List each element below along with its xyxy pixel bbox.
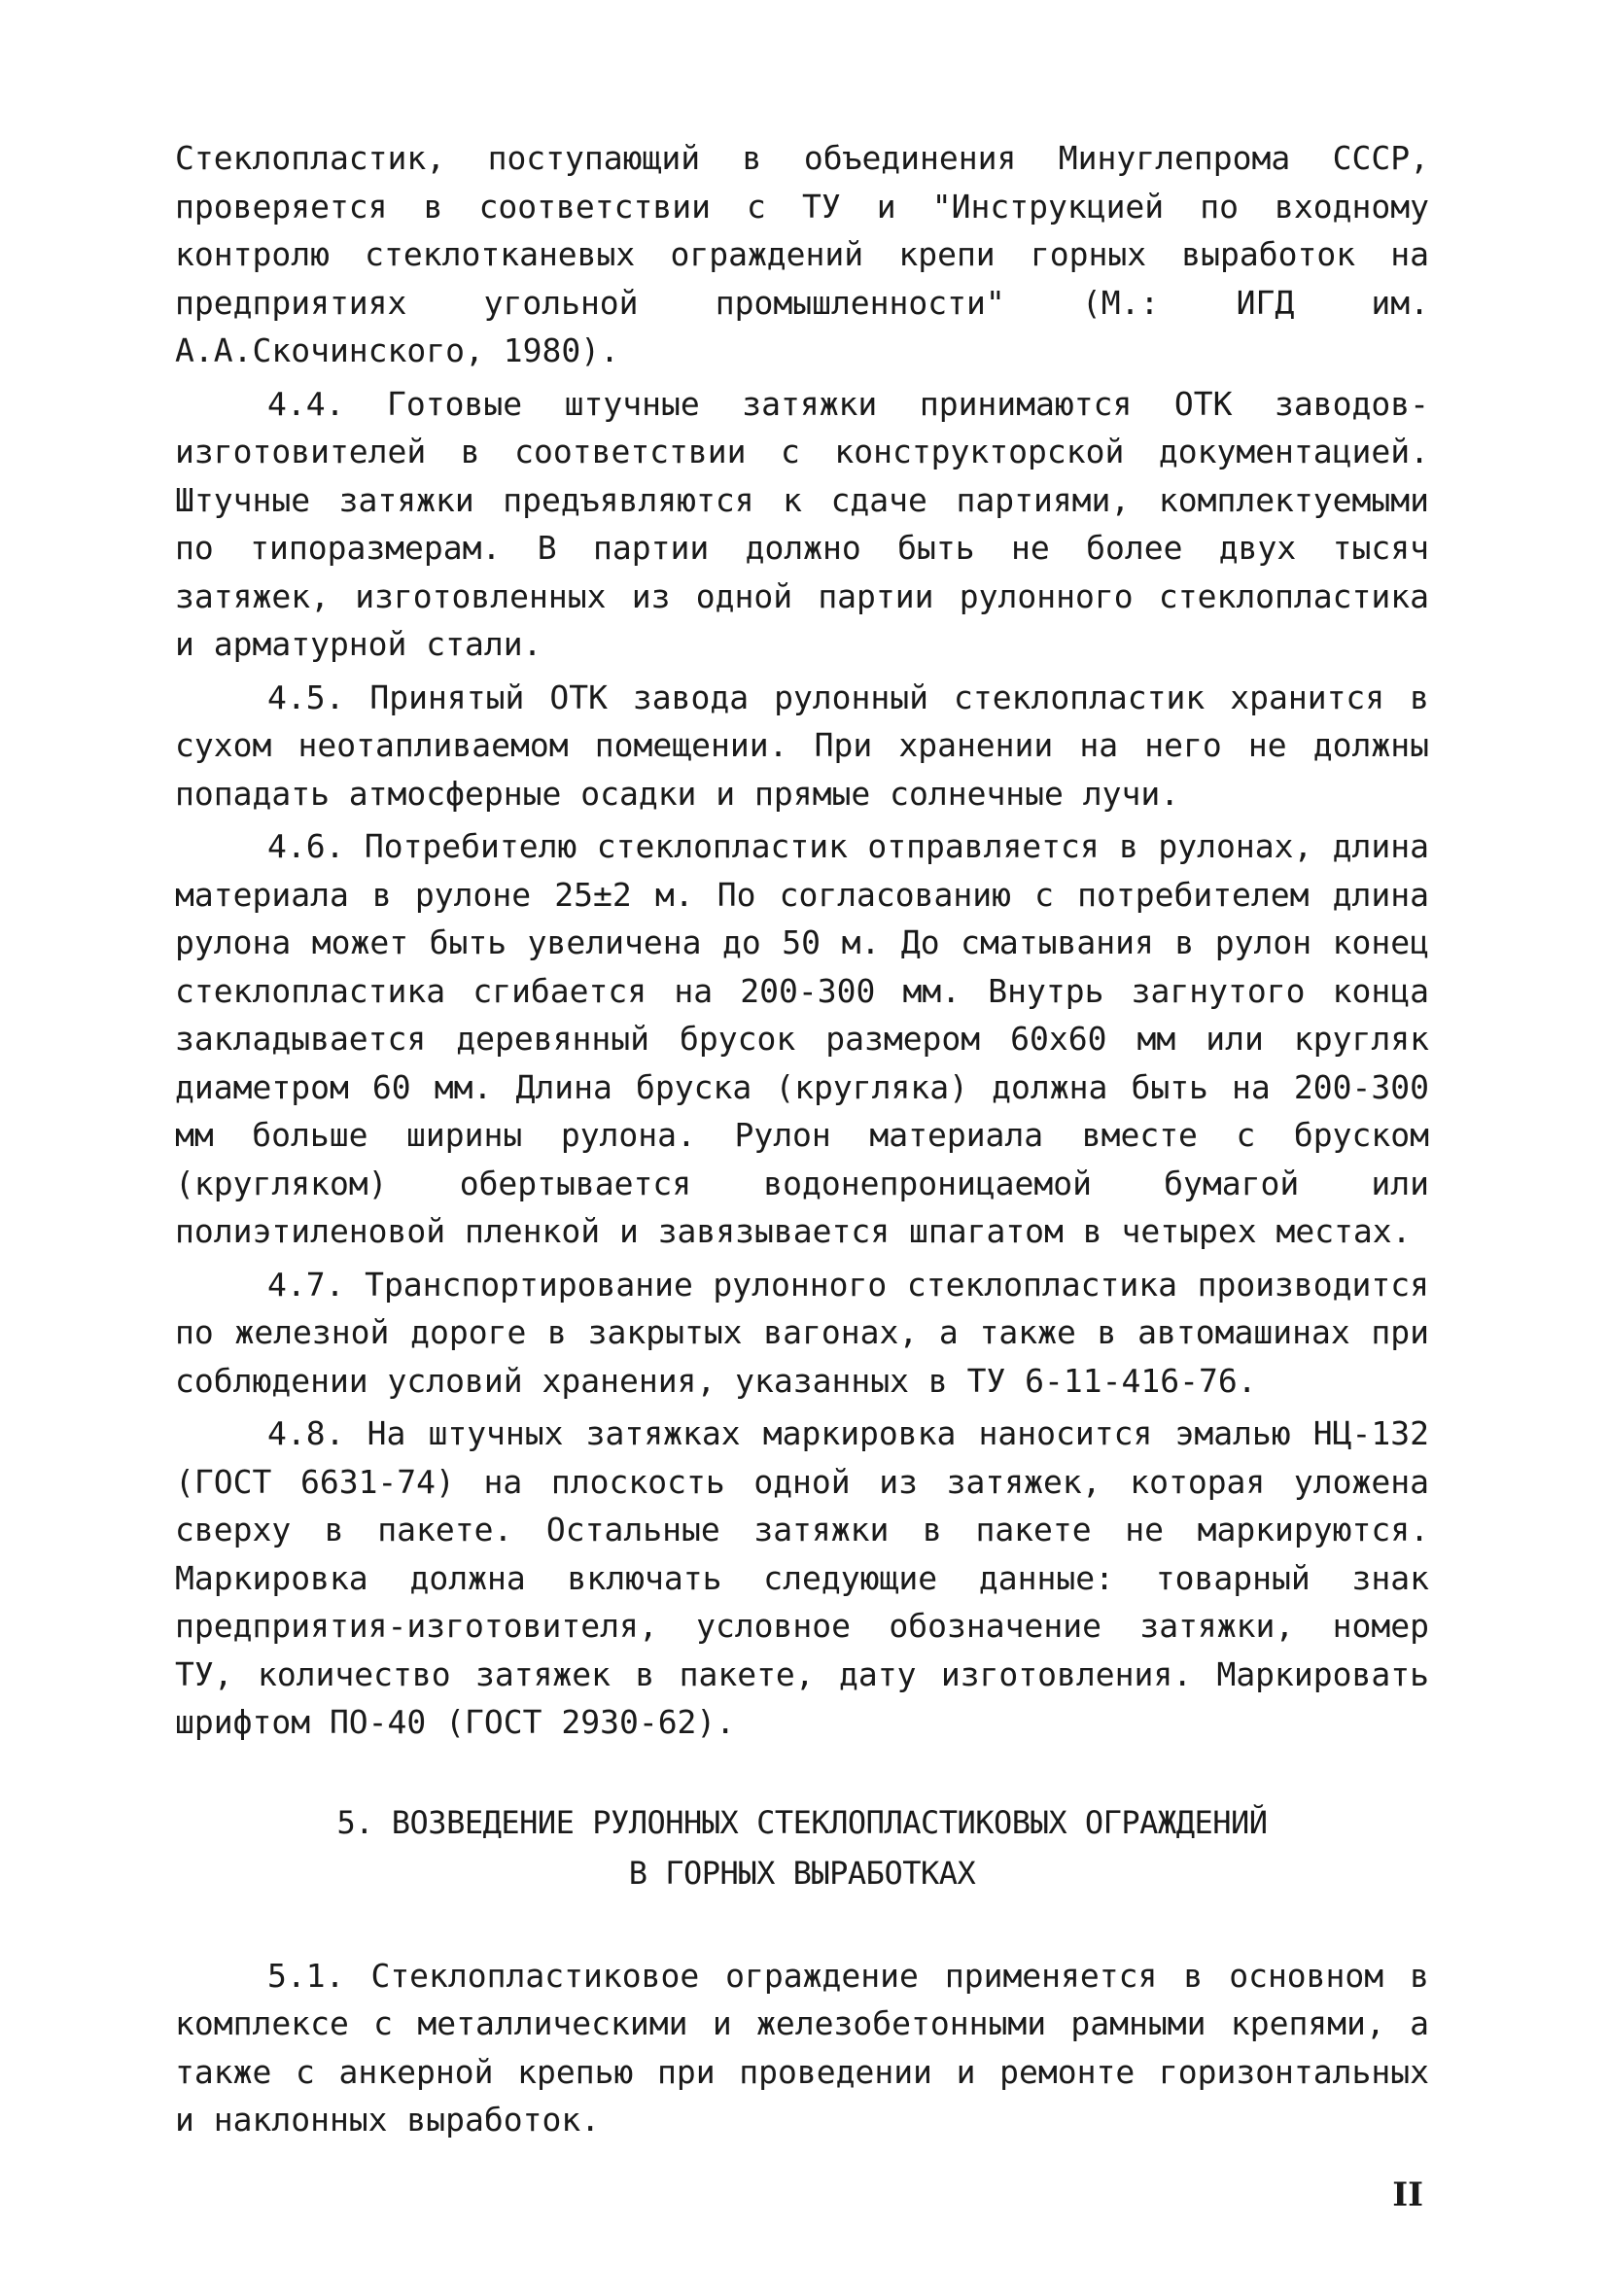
document-page bbox=[175, 134, 1429, 2149]
section-heading-line-2: В ГОРНЫХ ВЫРАБОТКАХ bbox=[628, 1854, 976, 1892]
paragraph-4-7: 4.7. Транспортирование рулонного стеклопластика производится по железной дороге в закрытых вагонах, а также в автомашинах при соблюдении условий хранения, указанных в ТУ 6-11-416-76. bbox=[175, 1265, 1429, 1400]
paragraph-4-8: 4.8. На штучных затяжках маркировка наносится эмалью НЦ-132 (ГОСТ 6631-74) на плоскость одной из затяжек, которая уложена сверху в пакете. Остальные затяжки в пакете не маркируются. Маркировка должна включать следующие данные: товарный знак предприятия-изготовителя, условное обозначение затяжки, номер ТУ, количество затяжек в пакете, дату изготовления. Маркировать шрифтом ПО-40 (ГОСТ 2930-62). bbox=[175, 1414, 1429, 1741]
paragraph-4-5: 4.5. Принятый ОТК завода рулонный стеклопластик хранится в сухом неотапливаемом помещении. При хранении на него не должны попадать атмосферные осадки и прямые солнечные лучи. bbox=[175, 678, 1429, 813]
paragraph-4-6: 4.6. Потребителю стеклопластик отправляется в рулонах, длина материала в рулоне 25±2 м. По согласованию с потребителем длина рулона может быть увеличена до 50 м. До сматывания в рулон конец стеклопластика сгибается на 200-300 мм. Внутрь загнутого конца закладывается деревянный брусок размером 60х60 мм или кругляк диаметром 60 мм. Длина бруска (кругляка) должна быть на 200-300 мм больше ширины рулона. Рулон материала вместе с бруском (кругляком) обертывается водонепроницаемой бумагой или полиэтиленовой пленкой и завязывается шпагатом в четырех местах. bbox=[175, 827, 1429, 1250]
paragraph-5-1: 5.1. Стеклопластиковое ограждение применяется в основном в комплексе с металлическими и железобетонными рамными крепями, а также с анкерной крепью при проведении и ремонте горизонтальных и наклонных выработок. bbox=[175, 1956, 1429, 2139]
section-heading bbox=[175, 1797, 1429, 1898]
paragraph-intro: Стеклопластик, поступающий в объединения Минуглепрома СССР, проверяется в соответствии с ТУ и "Инструкцией по входному контролю стеклотканевых ограждений крепи горных выработок на предприятиях угольной промышленности" (М.: ИГД им. А.А.Скочинского, 1980). bbox=[175, 139, 1429, 369]
page-number: II bbox=[1392, 2175, 1423, 2214]
section-heading-line-1: 5. ВОЗВЕДЕНИЕ РУЛОННЫХ СТЕКЛОПЛАСТИКОВЫХ ОГРАЖДЕНИЙ bbox=[336, 1803, 1268, 1841]
paragraph-4-4: 4.4. Готовые штучные затяжки принимаются ОТК заводов-изготовителей в соответствии с конструкторской документацией. Штучные затяжки предъявляются к сдаче партиями, комплектуемыми по типоразмерам. В партии должно быть не более двух тысяч затяжек, изготовленных из одной партии рулонного стеклопластика и арматурной стали. bbox=[175, 384, 1429, 663]
